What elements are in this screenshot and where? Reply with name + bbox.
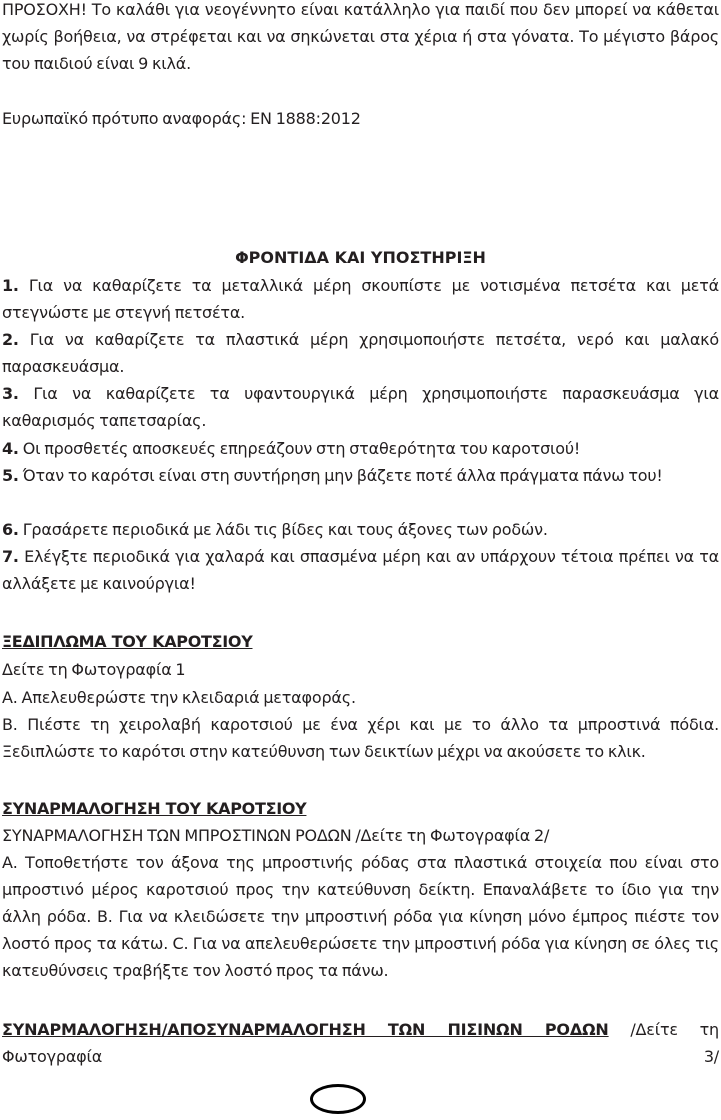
rear-wheels-heading	[2, 1016, 719, 1070]
care-item	[2, 462, 719, 489]
front-wheels-subtitle: ΣΥΝΑΡΜΑΛΟΓΗΣΗ ΤΩΝ ΜΠΡΟΣΤΙΝΩΝ ΡΟΔΩΝ /Δείτε τη Φωτογραφία 2/	[2, 826, 550, 845]
care-item-number: 7.	[2, 547, 19, 566]
page-number-oval	[310, 1084, 366, 1114]
assembly-section-title: ΣΥΝΑΡΜΑΛΟΓΗΣΗ ΤΟΥ ΚΑΡΟΤΣΙΟΥ	[2, 799, 307, 818]
care-item	[2, 326, 719, 380]
care-item-number: 5.	[2, 466, 19, 485]
care-section-title: ΦΡΟΝΤΙΔΑ ΚΑΙ ΥΠΟΣΤΗΡΙΞΗ	[235, 248, 486, 267]
care-item	[2, 272, 719, 326]
care-item-text: Γρασάρετε περιοδικά με λάδι τις βίδες και τους άξονες των ροδών.	[18, 520, 548, 539]
care-item-text: Για να καθαρίζετε τα μεταλλικά μέρη σκουπίστε με νοτισμένα πετσέτα και μετά στεγνώστε με στεγνή πετσέτα.	[2, 276, 719, 322]
care-item-text: Όταν το καρότσι είναι στη συντήρηση μην βάζετε ποτέ άλλα πράγματα πάνω του!	[18, 466, 663, 485]
unfold-step-a: Α. Απελευθερώστε την κλειδαριά μεταφοράς.	[2, 688, 356, 707]
front-wheels-steps: Α. Τοποθετήστε τον άξονα της μπροστινής ρόδας στα πλαστικά στοιχεία που είναι στο μπροστινό μέρος καροτσιού προς την κατεύθυνση δείκτη. Επαναλάβετε το ίδιο για την άλλη ρόδα. Β. Για να κλειδώσετε την μπροστινή ρόδα για κίνηση μόνο έμπρος πιέστε τον λοστό προς τα κάτω. C. Για να απελευθερώσετε την μπροστινή ρόδα για κίνηση σε όλες τις κατευθύνσεις τραβήξτε τον λοστό προς τα πάνω.	[2, 853, 719, 980]
unfold-photo-reference: Δείτε τη Φωτογραφία 1	[2, 660, 186, 679]
care-item-number: 6.	[2, 520, 19, 539]
rear-wheels-title: ΣΥΝΑΡΜΑΛΟΓΗΣΗ/ΑΠΟΣΥΝΑΡΜΑΛΟΓΗΣΗ ΤΩΝ ΠΙΣΙΝΩΝ ΡΟΔΩΝ	[2, 1020, 609, 1039]
care-item-text: Οι προσθετές αποσκευές επηρεάζουν στη σταθερότητα του καροτσιού!	[18, 439, 581, 458]
unfold-section-title: ΞΕΔΙΠΛΩΜΑ ΤΟΥ ΚΑΡΟΤΣΙΟΥ	[2, 632, 253, 651]
rear-wheels-photo-reference: /Δείτε τη Φωτογραφία 3/	[2, 1020, 719, 1066]
care-item-number: 1.	[2, 276, 19, 295]
care-item-number: 2.	[2, 330, 19, 349]
unfold-step-b: Β. Πιέστε τη χειρολαβή καροτσιού με ένα χέρι και με το άλλο τα μπροστινά πόδια. Ξεδιπλώστε το καρότσι στην κατεύθυνση των δεικτίων μέχρι να ακούσετε το κλικ.	[2, 715, 719, 761]
care-item	[2, 380, 719, 434]
care-item	[2, 435, 719, 462]
standard-reference: Ευρωπαϊκό πρότυπο αναφοράς: EN 1888:2012	[2, 109, 361, 128]
care-item	[2, 543, 719, 597]
care-item-text: Ελέγξτε περιοδικά για χαλαρά και σπασμένα μέρη και αν υπάρχουν τέτοια πρέπει να τα αλλάξετε με καινούργια!	[2, 547, 719, 593]
care-item	[2, 516, 719, 543]
care-item-number: 3.	[2, 384, 19, 403]
care-item-number: 4.	[2, 439, 19, 458]
warning-paragraph: ΠΡΟΣΟΧΗ! Το καλάθι για νεογέννητο είναι κατάλληλο για παιδί που δεν μπορεί να κάθεται χωρίς βοήθεια, να στρέφεται και να σηκώνεται στα χέρια ή στα γόνατα. Το μέγιστο βάρος του παιδιού είναι 9 κιλά.	[2, 0, 719, 73]
care-item-text: Για να καθαρίζετε τα υφαντουργικά μέρη χρησιμοποιήστε παρασκευάσμα για καθαρισμός ταπετσαρίας.	[2, 384, 719, 430]
care-item-text: Για να καθαρίζετε τα πλαστικά μέρη χρησιμοποιήστε πετσέτα, νερό και μαλακό παρασκευάσμα.	[2, 330, 719, 376]
